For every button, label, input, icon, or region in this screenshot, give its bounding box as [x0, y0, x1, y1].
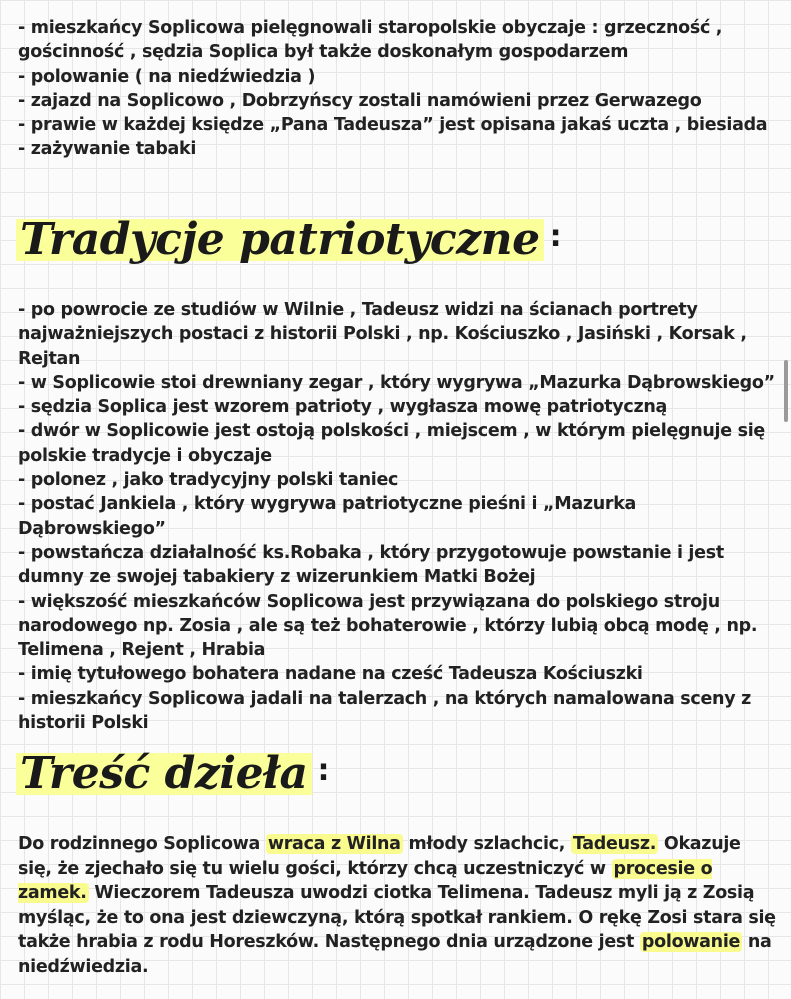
list-item: - postać Jankiela , który wygrywa patriotyczne pieśni i „Mazurka Dąbrowskiego” — [18, 494, 637, 539]
summary-paragraph — [18, 832, 780, 979]
list-item: - polonez , jako tradycyjny polski taniec — [18, 470, 399, 491]
scrollbar[interactable] — [784, 360, 788, 422]
heading-colon: : — [549, 219, 562, 254]
list-item: - powstańcza działalność ks.Robaka , który przygotowuje powstanie i jest dumny ze swojej tabakiery z wizerunkiem Matki Bożej — [18, 542, 724, 588]
list-item: - zajazd na Soplicowo , Dobrzyńscy zostali namówieni przez Gerwazego — [18, 90, 702, 111]
patriotic-list — [18, 298, 778, 735]
list-item: - sędzia Soplica jest wzorem patrioty , wygłasza mowę patriotyczną — [18, 397, 668, 418]
heading-text: Treść dzieła — [16, 748, 312, 799]
list-item: - w Soplicowie stoi drewniany zegar , który wygrywa „Mazurka Dąbrowskiego” — [18, 372, 775, 393]
list-item: - większość mieszkańców Soplicowa jest przywiązana do polskiego stroju narodowego np. Zosia , ale są też bohaterowie , którzy lubią obcą modę , np. Telimena , Rejent , Hrabia — [18, 591, 758, 661]
list-item: - po powrocie ze studiów w Wilnie , Tadeusz widzi na ścianach portrety najważniejszych postaci z historii Polski , np. Kościuszko , Jasiński , Korsak , Rejtan — [18, 300, 747, 369]
highlighted-text: procesie o zamek. — [18, 858, 713, 903]
highlighted-text: wraca z Wilna — [267, 834, 401, 854]
highlighted-text: polowanie — [641, 932, 741, 952]
text-segment: Wieczorem Tadeusza uwodzi ciotka Telimena. Tadeusz myli ją z Zosią myśląc, że to ona jest dziewczyną, którą spotkał rankiem. O rękę Zosi stara się także hrabia z rodu Horeszków. Następnego dnia urządzone jest — [18, 883, 776, 952]
heading-work-content — [16, 748, 329, 799]
list-item: - mieszkańcy Soplicowa pielęgnowali staropolskie obyczaje : grzeczność , gościnność , sędzia Soplica był także doskonałym gospodarzem — [18, 18, 723, 63]
text-segment: młody szlachcic, — [402, 834, 571, 854]
list-item: - zażywanie tabaki — [18, 139, 197, 160]
list-item: - prawie w każdej księdze „Pana Tadeusza” jest opisana jakaś uczta , biesiada — [18, 115, 768, 136]
list-item: - mieszkańcy Soplicowa jadali na talerzach , na których namalowana sceny z historii Polski — [18, 688, 752, 734]
heading-text: Tradycje patriotyczne — [16, 214, 544, 265]
text-segment: na niedźwiedzia. — [18, 932, 772, 977]
list-item: - imię tytułowego bohatera nadane na cześć Tadeusza Kościuszki — [18, 664, 643, 685]
heading-patriotic-traditions — [16, 214, 562, 265]
list-item: - dwór w Soplicowie jest ostoją polskości , miejscem , w którym pielęgnuje się polskie tradycje i obyczaje — [18, 421, 766, 466]
text-segment: Do rodzinnego Soplicowa — [18, 834, 266, 854]
heading-colon: : — [317, 753, 329, 788]
highlighted-text: Tadeusz. — [572, 834, 657, 854]
text-segment: Okazuje się, że zjechało się tu wielu gości, którzy chcą uczestniczyć w — [18, 834, 741, 879]
customs-list — [18, 16, 778, 162]
list-item: - polowanie ( na niedźwiedzia ) — [18, 66, 316, 87]
